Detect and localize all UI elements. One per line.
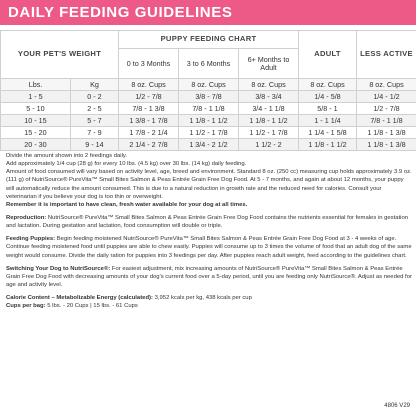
calorie-text: 3,952 kcals per kg, 438 kcals per cup — [154, 295, 252, 302]
reproduction-text: NutriSource® PureVita™ Small Bites Salmon & Peas Entrée Grain Free Dog Food contains the nutrients essential for females in gestation and lactation. During gestation and lactation, food consumption will double or triple. — [6, 214, 409, 230]
table-cell: 3/8 - 3/4 — [239, 91, 299, 103]
title-banner — [0, 0, 416, 25]
feeding-puppies-text: Begin feeding moistened NutriSource® PureVita™ Small Bites Salmon & Peas Entrée Grain Free Dog Food at 3 - 4 weeks of age. Continue feeding moistened food until puppies are able to chew easily. Puppies will consume up to 3 times the volume of food that an adult dog of the same weight would consume. Divide the daily ration for puppies into 3 feedings per day. After puppies reach adult weight, feed according to the guidelines chart. — [6, 236, 412, 259]
table-cell: 1 1/4 - 1 5/8 — [299, 127, 357, 139]
table-cell: 1 3/4 - 2 1/2 — [179, 139, 239, 151]
table-cell: 7/8 - 1 1/8 — [357, 115, 416, 127]
table-row — [1, 115, 416, 127]
table-row — [1, 103, 416, 115]
table-cell: 1 1/8 - 1 1/2 — [179, 115, 239, 127]
table-cell: 1 - 1 1/4 — [299, 115, 357, 127]
header-puppy-chart: PUPPY FEEDING CHART — [119, 31, 299, 49]
table-cell: 1 - 5 — [1, 91, 71, 103]
unit-cell: 8 oz. Cups — [239, 79, 299, 91]
table-row — [1, 91, 416, 103]
page-title: DAILY FEEDING GUIDELINES — [8, 4, 233, 21]
feeding-puppies-paragraph — [6, 235, 412, 259]
table-cell: 1 1/2 - 1 7/8 — [239, 127, 299, 139]
unit-cell: 8 oz. Cups — [119, 79, 179, 91]
table-cell: 1/4 - 1/2 — [357, 91, 416, 103]
switching-paragraph — [6, 265, 412, 289]
feeding-chart-table — [0, 30, 416, 151]
divide-text: Divide the amount shown into 2 feedings daily. — [6, 153, 128, 159]
feeding-puppies-label: Feeding Puppies: — [6, 236, 56, 243]
reproduction-label: Reproduction: — [6, 214, 47, 221]
table-cell: 3/8 - 7/8 — [179, 91, 239, 103]
table-cell: 1 1/8 - 1 3/8 — [357, 127, 416, 139]
table-cell: 7 - 9 — [71, 127, 119, 139]
table-cell: 1 1/8 - 1 3/8 — [357, 139, 416, 151]
cups-label: Cups per bag: — [6, 303, 46, 310]
table-cell: 1/2 - 7/8 — [119, 91, 179, 103]
table-cell: 1 3/8 - 1 7/8 — [119, 115, 179, 127]
group-header-row — [1, 31, 416, 49]
table-cell: 1 1/8 - 1 1/2 — [299, 139, 357, 151]
header-less-active: LESS ACTIVE — [357, 31, 416, 79]
cups-paragraph — [6, 302, 412, 310]
table-cell: 5 - 10 — [1, 103, 71, 115]
add-text: Add approximately 1/4 cup (28 g) for every 10 lbs. (4.5 kg) over 30 lbs. (14 kg) daily feeding. — [6, 161, 247, 168]
calorie-paragraph — [6, 294, 412, 302]
product-code: 4806 V29 — [384, 403, 410, 409]
table-cell: 7/8 - 1 3/8 — [119, 103, 179, 115]
unit-cell: 8 oz. Cups — [179, 79, 239, 91]
calorie-label: Calorie Content – Metabolizable Energy (calculated): — [6, 295, 153, 302]
table-cell: 2 1/4 - 2 7/8 — [119, 139, 179, 151]
table-cell: 5/8 - 1 — [299, 103, 357, 115]
cups-text: 5 lbs. - 20 Cups | 15 lbs. - 61 Cups — [47, 303, 138, 310]
reproduction-paragraph — [6, 214, 412, 230]
table-cell: 0 - 2 — [71, 91, 119, 103]
table-row — [1, 139, 416, 151]
header-adult: ADULT — [299, 31, 357, 79]
unit-cell: Lbs. — [1, 79, 71, 91]
table-cell: 1/2 - 7/8 — [357, 103, 416, 115]
instructions-block — [6, 152, 412, 310]
table-cell: 1 1/8 - 1 1/2 — [239, 115, 299, 127]
table-cell: 3/4 - 1 1/8 — [239, 103, 299, 115]
table-cell: 7/8 - 1 1/8 — [179, 103, 239, 115]
unit-cell: 8 oz. Cups — [357, 79, 416, 91]
table-cell: 2 - 5 — [71, 103, 119, 115]
table-cell: 9 - 14 — [71, 139, 119, 151]
table-cell: 10 - 15 — [1, 115, 71, 127]
table-cell: 20 - 30 — [1, 139, 71, 151]
units-row — [1, 79, 416, 91]
header-pet-weight: YOUR PET'S WEIGHT — [1, 31, 119, 79]
table-cell: 5 - 7 — [71, 115, 119, 127]
switching-text: For easiest adjustment, mix increasing amounts of NutriSource® PureVita™ Small Bites Salmon & Peas Entrée Grain Free Dog Food with decreasing amounts of your dog's current food over a 5-day period, until you are feeding only NutriSource®. Adjust as needed for age and activity level. — [6, 265, 412, 288]
table-row — [1, 127, 416, 139]
unit-cell: 8 oz. Cups — [299, 79, 357, 91]
amount-text: Amount of food consumed will vary based on activity level, age, breed and environment. Standard 8 oz. (250 cc) measuring cup holds approximately 3.9 oz. (111 g) of NutriSource® PureVita™ Small Bites Salmon & Peas Entrée Grain Free Dog Food. At 5 - 7 months, and again at about 12 months, your puppy will automatically reduce the amount consumed. This is due to a natural reduction in growth rate and the reduced need for calories. Consult your veterinarian if you believe your dog is too thin or overweight. — [6, 169, 412, 200]
water-reminder: Remember it is important to have clean, fresh water available for your dog at all times. — [6, 201, 248, 208]
unit-cell: Kg — [71, 79, 119, 91]
table-cell: 1/4 - 5/8 — [299, 91, 357, 103]
table-cell: 1 1/2 - 2 — [239, 139, 299, 151]
header-6-months-adult: 6+ Months to Adult — [239, 49, 299, 79]
table-cell: 1 7/8 - 2 1/4 — [119, 127, 179, 139]
header-3-6-months: 3 to 6 Months — [179, 49, 239, 79]
switching-label: Switching Your Dog to NutriSource®: — [6, 265, 111, 272]
header-0-3-months: 0 to 3 Months — [119, 49, 179, 79]
table-cell: 15 - 20 — [1, 127, 71, 139]
table-cell: 1 1/2 - 1 7/8 — [179, 127, 239, 139]
